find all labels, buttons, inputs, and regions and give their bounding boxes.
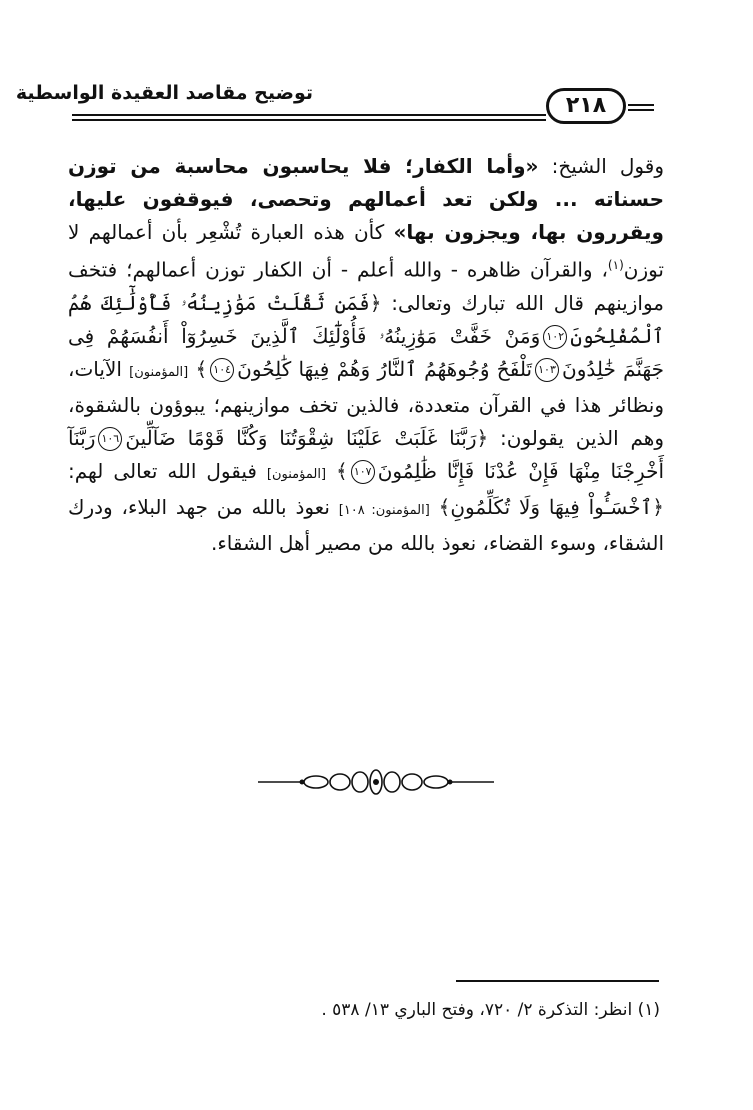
quran-bracket: ﴾	[336, 458, 348, 483]
text-run: كأن هذه العبارة تُشْعِر بأن أعمالهم لا توزن	[68, 220, 664, 282]
header-rule	[72, 119, 546, 121]
footnote: (١) انظر: التذكرة ٢/ ٧٢٠، وفتح الباري ١٣/ ٥٣٨ .	[321, 1000, 660, 1020]
surah-reference: [المؤمنون]	[266, 466, 327, 482]
ayah-number: ١٠٦	[98, 427, 122, 451]
ayah-number: ١٠٤	[210, 358, 234, 382]
text-run: الآيات، ونظائر هذا في القرآن متعددة، فالذين تخف موازينهم؛ يبوؤون بالشقوة، وهم الذين يقولون:	[68, 356, 664, 450]
main-text	[68, 150, 664, 560]
running-header-title: توضيح مقاصد العقيدة الواسطية	[15, 82, 313, 104]
footnote-rule	[456, 980, 659, 982]
quran-verse: رَبَّنَآ أَخْرِجْنَا مِنْهَا فَإِنْ عُدْنَا فَإِنَّا ظَٰلِمُونَ	[68, 425, 664, 483]
quran-verse: تَلْفَحُ وُجُوهَهُمُ ٱلنَّارُ وَهُمْ فِيهَا كَٰلِحُونَ	[237, 356, 533, 381]
quoted-statement: «وأما الكفار؛ فلا يحاسبون محاسبة من توزن حسناته ... ولكن تعد أعمالهم وتحصى، فيوقفون عليها، ويقررون بها، ويجزون بها»	[68, 154, 664, 244]
quran-verse: ﴿فَمَن ثَقُلَتْ مَوَٰزِينُهُۥ فَأُوْلَٰٓئِكَ هُمُ ٱلْمُفْلِحُونَ	[68, 290, 664, 348]
quran-verse: ﴿ٱخْسَـُٔواْ فِيهَا وَلَا تُكَلِّمُونِ﴾	[438, 494, 665, 519]
ayah-number: ١٠٣	[535, 358, 559, 382]
header-rule	[72, 114, 546, 116]
text-run: فيقول الله تعالى لهم:	[68, 458, 267, 483]
text-run: نعوذ بالله من جهد البلاء، ودرك الشقاء، وسوء القضاء، نعوذ بالله من مصير أهل الشقاء.	[68, 494, 664, 555]
quran-bracket: ﴾	[195, 356, 208, 381]
ornament-divider	[256, 766, 496, 798]
header-dash	[628, 109, 654, 111]
footnote-reference: (١)	[607, 258, 624, 272]
surah-reference: [المؤمنون: ١٠٨]	[338, 502, 430, 518]
text-run: ، والقرآن ظاهره - والله أعلم - أن الكفار توزن أعمالهم؛ فتخف موازينهم قال الله تبارك وتعالى:	[68, 257, 664, 315]
surah-reference: [المؤمنون]	[129, 364, 189, 380]
quran-verse: وَمَنْ خَفَّتْ مَوَٰزِينُهُۥ فَأُوْلَٰٓئِكَ ٱلَّذِينَ خَسِرُوٓاْ أَنفُسَهُمْ فِى جَهَنَّمَ خَٰلِدُونَ	[68, 323, 664, 381]
quran-verse: ﴿رَبَّنَا غَلَبَتْ عَلَيْنَا شِقْوَتُنَا وَكُنَّا قَوْمًا ضَآلِّينَ	[125, 425, 489, 450]
ayah-number: ١٠٢	[543, 325, 567, 349]
header-dash	[628, 104, 654, 106]
ayah-number: ١٠٧	[351, 460, 375, 484]
page-number: ٢١٨	[546, 88, 626, 124]
text-run: وقول الشيخ:	[538, 154, 664, 178]
